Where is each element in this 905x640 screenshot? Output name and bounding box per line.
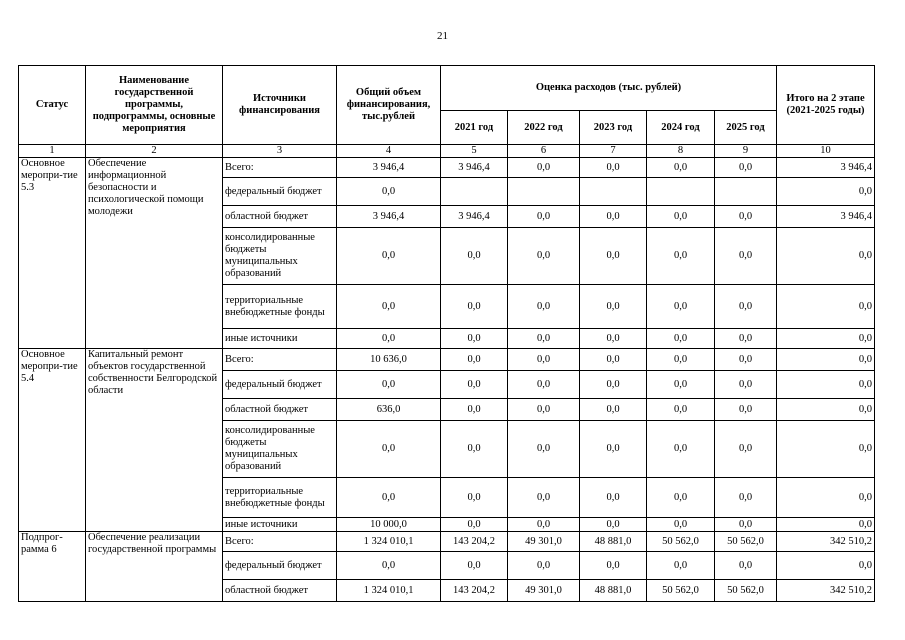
total-cell: 10 636,0 <box>337 349 441 371</box>
source-cell: консолидированные бюджеты муниципальных образований <box>223 421 337 478</box>
column-number: 5 <box>441 145 508 158</box>
year-2025-cell: 0,0 <box>715 371 777 399</box>
year-2024-cell: 50 562,0 <box>647 532 715 552</box>
stage-total-cell: 0,0 <box>777 421 875 478</box>
column-number: 3 <box>223 145 337 158</box>
stage-total-cell: 0,0 <box>777 178 875 206</box>
year-2025-cell: 0,0 <box>715 399 777 421</box>
year-2025-cell: 0,0 <box>715 552 777 580</box>
total-cell: 0,0 <box>337 329 441 349</box>
year-2024-cell: 0,0 <box>647 421 715 478</box>
budget-table <box>18 65 875 602</box>
total-cell: 3 946,4 <box>337 206 441 228</box>
year-2024-cell: 0,0 <box>647 552 715 580</box>
year-2021-cell: 0,0 <box>441 478 508 518</box>
source-cell: Всего: <box>223 532 337 552</box>
year-2022-cell: 0,0 <box>508 329 580 349</box>
year-2022-cell: 0,0 <box>508 478 580 518</box>
year-2023-cell: 0,0 <box>580 399 647 421</box>
source-cell: Всего: <box>223 158 337 178</box>
year-2023-cell: 48 881,0 <box>580 580 647 602</box>
year-2021-cell: 0,0 <box>441 228 508 285</box>
year-2025-cell: 0,0 <box>715 206 777 228</box>
year-2022-cell: 0,0 <box>508 371 580 399</box>
year-2023-cell: 0,0 <box>580 518 647 532</box>
total-cell: 0,0 <box>337 285 441 329</box>
stage-total-cell: 3 946,4 <box>777 158 875 178</box>
year-2024-cell: 0,0 <box>647 371 715 399</box>
year-2025-cell: 50 562,0 <box>715 532 777 552</box>
header-year-2025: 2025 год <box>715 111 777 145</box>
year-2024-cell: 0,0 <box>647 228 715 285</box>
budget-table-body <box>19 158 875 602</box>
source-cell: Всего: <box>223 349 337 371</box>
header-status: Статус <box>19 66 86 145</box>
column-number-row <box>19 145 875 158</box>
year-2024-cell: 0,0 <box>647 399 715 421</box>
year-2021-cell: 0,0 <box>441 349 508 371</box>
year-2021-cell: 0,0 <box>441 518 508 532</box>
header-stage-total: Итого на 2 этапе (2021-2025 годы) <box>777 66 875 145</box>
total-cell: 1 324 010,1 <box>337 580 441 602</box>
stage-total-cell: 0,0 <box>777 518 875 532</box>
total-cell: 1 324 010,1 <box>337 532 441 552</box>
year-2021-cell: 0,0 <box>441 285 508 329</box>
year-2022-cell: 49 301,0 <box>508 580 580 602</box>
year-2024-cell: 0,0 <box>647 349 715 371</box>
total-cell: 3 946,4 <box>337 158 441 178</box>
stage-total-cell: 0,0 <box>777 228 875 285</box>
year-2024-cell: 0,0 <box>647 206 715 228</box>
year-2021-cell: 0,0 <box>441 371 508 399</box>
year-2023-cell: 0,0 <box>580 371 647 399</box>
total-cell: 0,0 <box>337 478 441 518</box>
year-2022-cell: 0,0 <box>508 285 580 329</box>
table-row <box>19 532 875 552</box>
year-2023-cell: 0,0 <box>580 478 647 518</box>
stage-total-cell: 0,0 <box>777 349 875 371</box>
year-2023-cell: 0,0 <box>580 206 647 228</box>
year-2022-cell <box>508 178 580 206</box>
column-number: 9 <box>715 145 777 158</box>
source-cell: федеральный бюджет <box>223 552 337 580</box>
year-2022-cell: 0,0 <box>508 158 580 178</box>
year-2024-cell: 0,0 <box>647 329 715 349</box>
year-2025-cell: 0,0 <box>715 478 777 518</box>
column-number: 4 <box>337 145 441 158</box>
year-2024-cell: 0,0 <box>647 285 715 329</box>
source-cell: иные источники <box>223 518 337 532</box>
source-cell: федеральный бюджет <box>223 178 337 206</box>
stage-total-cell: 0,0 <box>777 478 875 518</box>
year-2022-cell: 0,0 <box>508 206 580 228</box>
column-number: 6 <box>508 145 580 158</box>
year-2021-cell: 3 946,4 <box>441 158 508 178</box>
year-2022-cell: 0,0 <box>508 228 580 285</box>
year-2025-cell: 0,0 <box>715 329 777 349</box>
year-2021-cell: 3 946,4 <box>441 206 508 228</box>
column-number: 8 <box>647 145 715 158</box>
total-cell: 636,0 <box>337 399 441 421</box>
stage-total-cell: 0,0 <box>777 329 875 349</box>
year-2023-cell: 0,0 <box>580 421 647 478</box>
year-2023-cell: 48 881,0 <box>580 532 647 552</box>
year-2021-cell: 143 204,2 <box>441 532 508 552</box>
program-name-cell: Обеспечение информационной безопасности и психологической помощи молодежи <box>86 158 223 349</box>
year-2025-cell: 0,0 <box>715 349 777 371</box>
header-total: Общий объем финансирования, тыс.рублей <box>337 66 441 145</box>
header-year-2024: 2024 год <box>647 111 715 145</box>
year-2021-cell: 0,0 <box>441 552 508 580</box>
year-2023-cell: 0,0 <box>580 228 647 285</box>
total-cell: 10 000,0 <box>337 518 441 532</box>
stage-total-cell: 0,0 <box>777 552 875 580</box>
source-cell: консолидированные бюджеты муниципальных образований <box>223 228 337 285</box>
total-cell: 0,0 <box>337 552 441 580</box>
year-2025-cell: 0,0 <box>715 518 777 532</box>
year-2022-cell: 0,0 <box>508 399 580 421</box>
year-2021-cell: 0,0 <box>441 329 508 349</box>
source-cell: областной бюджет <box>223 399 337 421</box>
year-2025-cell: 0,0 <box>715 228 777 285</box>
program-name-cell: Обеспечение реализации государственной программы <box>86 532 223 602</box>
column-number: 2 <box>86 145 223 158</box>
year-2022-cell: 0,0 <box>508 552 580 580</box>
year-2025-cell: 50 562,0 <box>715 580 777 602</box>
year-2021-cell: 0,0 <box>441 399 508 421</box>
year-2024-cell: 0,0 <box>647 158 715 178</box>
header-name: Наименование государственной программы, подпрограммы, основные мероприятия <box>86 66 223 145</box>
source-cell: областной бюджет <box>223 580 337 602</box>
total-cell: 0,0 <box>337 421 441 478</box>
status-cell: Подпрог-рамма 6 <box>19 532 86 602</box>
table-row <box>19 158 875 178</box>
source-cell: территориальные внебюджетные фонды <box>223 285 337 329</box>
year-2024-cell: 50 562,0 <box>647 580 715 602</box>
year-2024-cell: 0,0 <box>647 518 715 532</box>
year-2025-cell: 0,0 <box>715 421 777 478</box>
year-2023-cell: 0,0 <box>580 285 647 329</box>
stage-total-cell: 342 510,2 <box>777 580 875 602</box>
total-cell: 0,0 <box>337 371 441 399</box>
stage-total-cell: 0,0 <box>777 371 875 399</box>
header-estimate: Оценка расходов (тыс. рублей) <box>441 66 777 111</box>
year-2025-cell: 0,0 <box>715 285 777 329</box>
year-2021-cell: 0,0 <box>441 421 508 478</box>
source-cell: федеральный бюджет <box>223 371 337 399</box>
source-cell: иные источники <box>223 329 337 349</box>
year-2023-cell: 0,0 <box>580 552 647 580</box>
year-2025-cell <box>715 178 777 206</box>
year-2022-cell: 49 301,0 <box>508 532 580 552</box>
year-2022-cell: 0,0 <box>508 421 580 478</box>
status-cell: Основное меропри-тие 5.3 <box>19 158 86 349</box>
program-name-cell: Капитальный ремонт объектов государственной собственности Белгородской области <box>86 349 223 532</box>
year-2022-cell: 0,0 <box>508 349 580 371</box>
stage-total-cell: 0,0 <box>777 285 875 329</box>
header-year-2021: 2021 год <box>441 111 508 145</box>
year-2023-cell: 0,0 <box>580 158 647 178</box>
year-2025-cell: 0,0 <box>715 158 777 178</box>
source-cell: областной бюджет <box>223 206 337 228</box>
stage-total-cell: 342 510,2 <box>777 532 875 552</box>
year-2024-cell <box>647 178 715 206</box>
header-year-2023: 2023 год <box>580 111 647 145</box>
year-2021-cell <box>441 178 508 206</box>
column-number: 10 <box>777 145 875 158</box>
table-row <box>19 349 875 371</box>
status-cell: Основное меропри-тие 5.4 <box>19 349 86 532</box>
budget-table-container <box>18 65 875 602</box>
year-2022-cell: 0,0 <box>508 518 580 532</box>
stage-total-cell: 3 946,4 <box>777 206 875 228</box>
stage-total-cell: 0,0 <box>777 399 875 421</box>
year-2023-cell: 0,0 <box>580 329 647 349</box>
year-2021-cell: 143 204,2 <box>441 580 508 602</box>
header-year-2022: 2022 год <box>508 111 580 145</box>
column-number: 1 <box>19 145 86 158</box>
page-number: 21 <box>437 30 448 42</box>
year-2023-cell <box>580 178 647 206</box>
total-cell: 0,0 <box>337 178 441 206</box>
year-2023-cell: 0,0 <box>580 349 647 371</box>
source-cell: территориальные внебюджетные фонды <box>223 478 337 518</box>
column-number: 7 <box>580 145 647 158</box>
header-sources: Источники финансирования <box>223 66 337 145</box>
year-2024-cell: 0,0 <box>647 478 715 518</box>
total-cell: 0,0 <box>337 228 441 285</box>
